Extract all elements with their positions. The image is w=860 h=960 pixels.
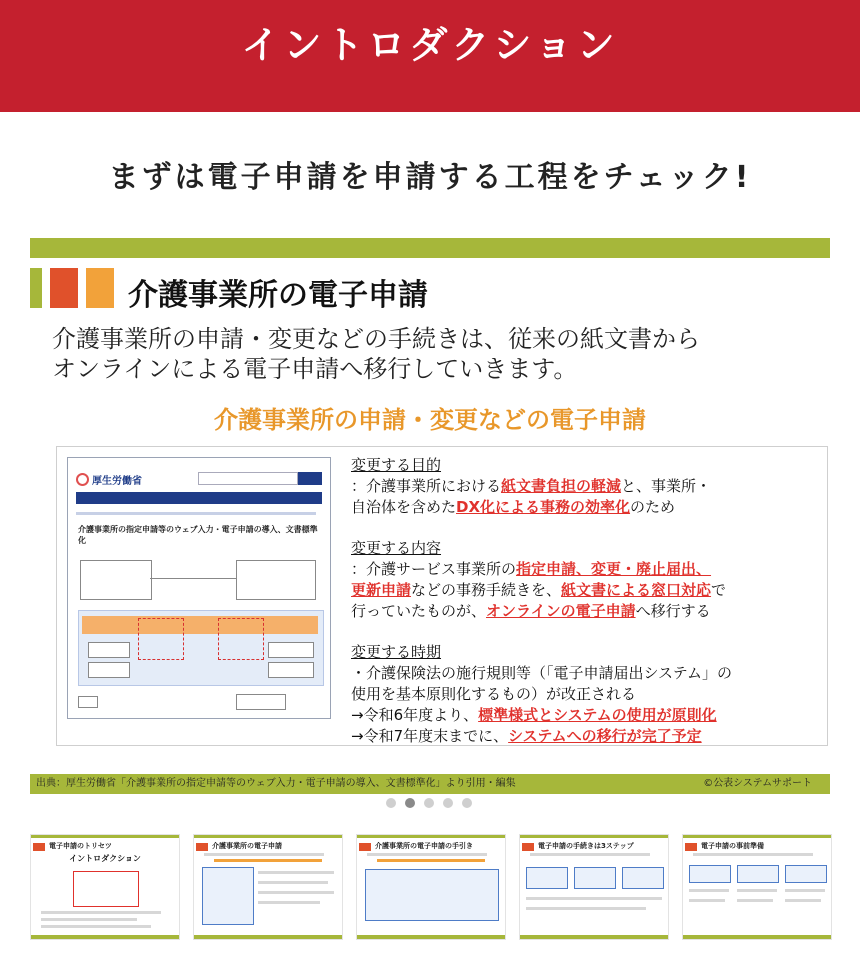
diagram-node: [88, 662, 130, 678]
section-heading-timing: 変更する時期: [351, 643, 442, 661]
website-heading: 介護事業所の指定申請等のウェブ入力・電子申請の導入、文書標準化: [78, 525, 318, 545]
diagram-node: [78, 696, 98, 708]
carousel-slide[interactable]: [30, 238, 830, 794]
slide-title-marker: [30, 268, 42, 308]
section-heading-content: 変更する内容: [351, 539, 442, 557]
thumbnail-title: 電子申請の事前準備: [701, 842, 764, 850]
diagram-office-box: [80, 560, 152, 600]
website-search-button: [298, 472, 322, 485]
diagram-office-box: [236, 560, 316, 600]
slide-footer: [30, 774, 830, 794]
thumb-marker: [522, 843, 534, 851]
thumb-logo: [73, 871, 139, 907]
diagram-node: [268, 662, 314, 678]
slide-source: 出典：厚生労働省「介護事業所の指定申請等のウェブ入力・電子申請の導入、文書標準化」より引用・編集: [36, 778, 516, 789]
thumb-marker: [359, 843, 371, 851]
carousel-dot[interactable]: [443, 798, 453, 808]
carousel-dots: [386, 798, 476, 810]
website-breadcrumb: [76, 512, 316, 515]
page-header: [0, 0, 860, 112]
thumb-marker: [33, 843, 45, 851]
slide-intro-line: 介護事業所の申請・変更などの手続きは、従来の紙文書から: [52, 325, 700, 353]
thumb-marker: [685, 843, 697, 851]
mhlw-logo-icon: [76, 473, 89, 486]
carousel-thumbnail[interactable]: [519, 834, 669, 940]
thumbnail-title: 介護事業所の電子申請: [212, 842, 282, 850]
text-line: 更新申請などの事務手続きを、紙文書による窓口対応で: [351, 581, 727, 599]
diagram-connector: [150, 578, 236, 579]
text-line: 使用を基本原則化するもの）が改正される: [351, 685, 637, 703]
carousel-thumbnail[interactable]: [356, 834, 506, 940]
text-line: 自治体を含めたDX化による事務の効率化のため: [351, 498, 676, 516]
slide-title-marker: [86, 268, 114, 308]
text-line: →令和6年度より、標準様式とシステムの使用が原則化: [351, 706, 717, 724]
slide-intro-line: オンラインによる電子申請へ移行していきます。: [52, 355, 578, 383]
thumbnail-title: 介護事業所の電子申請の手引き: [375, 842, 473, 850]
thumbnail-title: 電子申請のトリセツ: [49, 842, 112, 850]
text-line: ：介護サービス事業所の指定申請、変更・廃止届出、: [351, 560, 712, 578]
thumb-marker: [196, 843, 208, 851]
page-title: イントロダクション: [241, 23, 619, 67]
section-heading-purpose: 変更する目的: [351, 456, 442, 474]
diagram-node: [236, 694, 286, 710]
carousel-dot-active[interactable]: [405, 798, 415, 808]
diagram-node: [268, 642, 314, 658]
page-subtitle: まずは電子申請を申請する工程をチェック!: [108, 160, 752, 195]
slide-top-bar: [30, 238, 830, 258]
carousel-dot[interactable]: [462, 798, 472, 808]
slide-title-marker: [50, 268, 78, 308]
info-panel: [56, 446, 828, 746]
text-line: ：介護事業所における紙文書負担の軽減と、事業所・: [351, 477, 712, 495]
slide-title: 介護事業所の電子申請: [128, 278, 428, 313]
diagram-system-header: [82, 616, 318, 634]
carousel-thumbnail[interactable]: [30, 834, 180, 940]
mhlw-logo-text: 厚生労働省: [92, 476, 142, 487]
diagram-highlight: [138, 618, 184, 660]
diagram-node: [88, 642, 130, 658]
text-line: ・介護保険法の施行規則等（「電子申請届出システム」の: [351, 664, 733, 682]
carousel-dot[interactable]: [386, 798, 396, 808]
website-screenshot: [67, 457, 331, 719]
website-nav-bar: [76, 492, 322, 504]
slide-copyright: ©公表システムサポート: [703, 778, 812, 789]
thumbnail-subtitle: イントロダクション: [69, 854, 141, 863]
diagram-highlight: [218, 618, 264, 660]
mhlw-logo: [76, 472, 142, 487]
text-line: →令和7年度末までに、システムへの移行が完了予定: [351, 727, 702, 745]
carousel-thumbnail[interactable]: [682, 834, 832, 940]
thumbnail-title: 電子申請の手続きは3ステップ: [538, 842, 634, 850]
carousel-dot[interactable]: [424, 798, 434, 808]
carousel-thumbnail[interactable]: [193, 834, 343, 940]
text-line: 行っていたものが、オンラインの電子申請へ移行する: [351, 602, 711, 620]
website-search-box: [198, 472, 298, 485]
slide-intro: [52, 324, 822, 384]
slide-subheading: 介護事業所の申請・変更などの電子申請: [214, 406, 646, 434]
info-text-block: [351, 455, 821, 747]
